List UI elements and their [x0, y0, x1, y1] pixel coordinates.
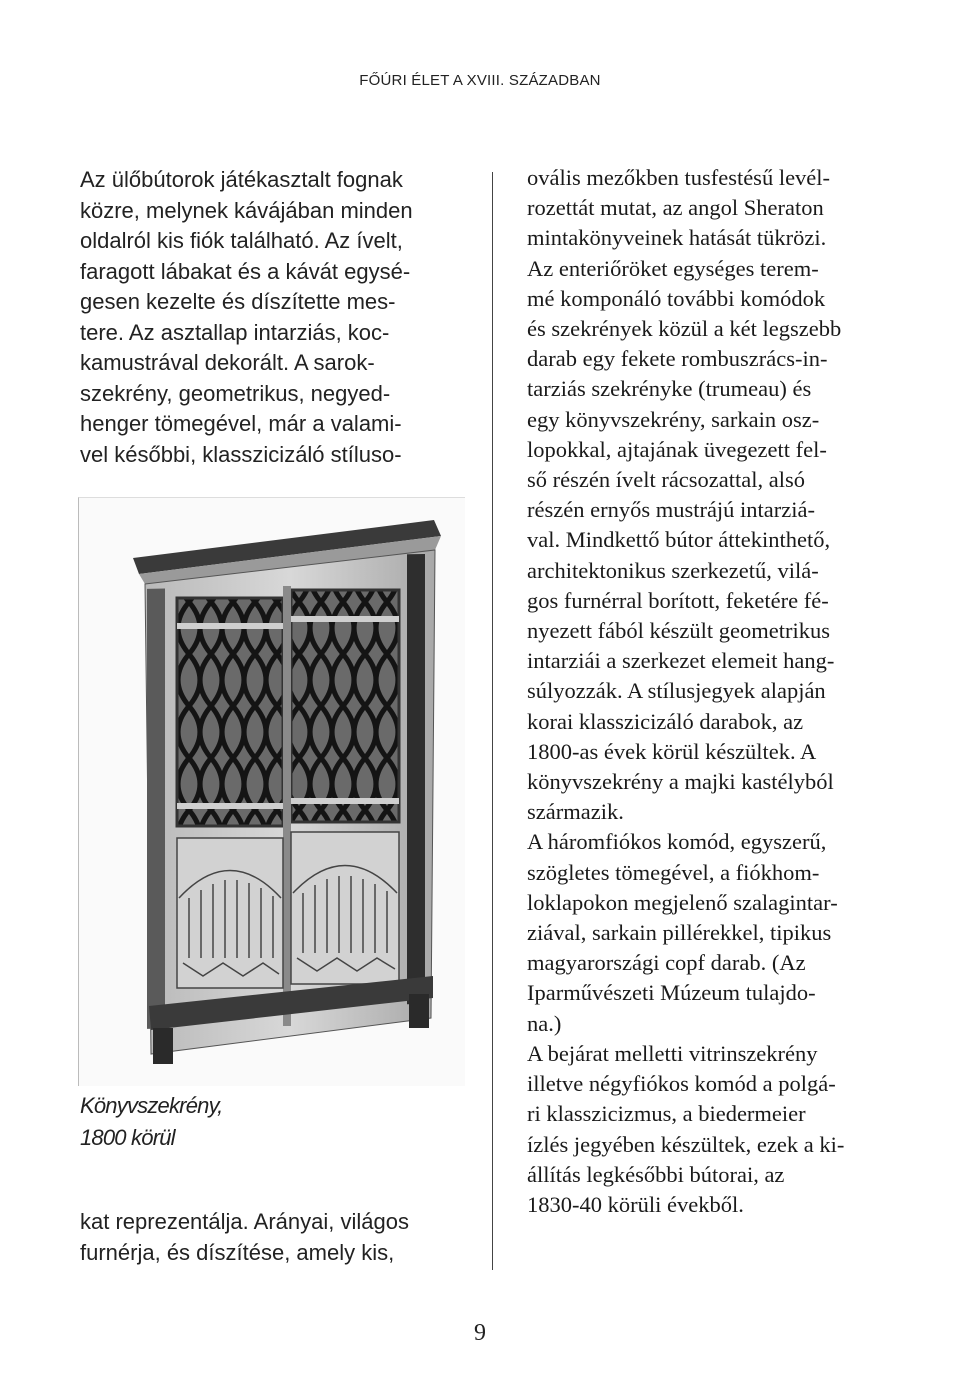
running-title: FŐÚRI ÉLET A XVIII. SZÁZADBAN: [359, 72, 601, 89]
text-line: ri klasszicizmus, a biedermeier: [527, 1101, 806, 1127]
left-column-text: [80, 165, 460, 470]
glazed-door-right: [291, 590, 399, 822]
text-line: intarziái a szerkezet elemeit hang-: [527, 648, 835, 674]
text-line: könyvszekrény a majki kastélyból: [527, 769, 834, 795]
text-line: faragott lábakat és a kávát egysé-: [80, 258, 411, 284]
text-line: architektonikus szerkezetű, vilá-: [527, 557, 819, 583]
text-line: egy könyvszekrény, sarkain osz-: [527, 406, 820, 432]
text-line: A bejárat melletti vitrinszekrény: [527, 1040, 818, 1066]
caption-line: 1800 körül: [80, 1125, 175, 1150]
text-line: kat reprezentálja. Arányai, világos: [80, 1209, 409, 1234]
text-line: na.): [527, 1010, 562, 1036]
text-line: mé komponáló további komódok: [527, 285, 826, 311]
text-line: 1800-as évek körül készültek. A: [527, 738, 817, 764]
text-line: korai klasszicizáló darabok, az: [527, 708, 804, 734]
text-line: súlyozzák. A stílusjegyek alapján: [527, 678, 826, 704]
figure-caption: [80, 1090, 380, 1154]
text-line: darab egy fekete rombuszrács-in-: [527, 346, 828, 372]
text-line: lopokkal, ajtajának üvegezett fel-: [527, 436, 827, 462]
text-line: származik.: [527, 799, 624, 825]
right-column-text: [527, 163, 912, 1220]
text-line: és szekrények közül a két legszebb: [527, 316, 842, 342]
caption-line: Könyvszekrény,: [80, 1093, 223, 1118]
text-line: állítás legkésőbbi bútorai, az: [527, 1161, 785, 1187]
text-line: részén ernyős mustrájú intarziá-: [527, 497, 816, 523]
text-line: Iparművészeti Múzeum tulajdo-: [527, 980, 816, 1006]
text-line: val. Mindkettő bútor áttekinthető,: [527, 527, 831, 553]
text-line: nyezett fából készült geometrikus: [527, 618, 831, 644]
text-line: loklapokon megjelenő szalagintar-: [527, 889, 838, 915]
text-line: ziával, sarkain pillérekkel, tipikus: [527, 920, 832, 946]
lower-panel-left: [177, 838, 283, 988]
text-line: tarziás szekrényke (trumeau) és: [527, 376, 812, 402]
lower-panel-right: [291, 832, 399, 984]
text-line: gos furnérral borított, feketére fé-: [527, 587, 829, 613]
text-line: ízlés jegyében készültek, ezek a ki-: [527, 1131, 845, 1157]
text-line: rozettát mutat, az angol Sheraton: [527, 195, 824, 221]
text-line: tere. Az asztallap intarziás, koc-: [80, 319, 390, 345]
text-line: ovális mezőkben tusfestésű levél-: [527, 165, 831, 190]
text-line: közre, melynek kávájában minden: [80, 197, 413, 223]
text-line: gesen kezelte és díszítette mes-: [80, 289, 396, 314]
glazed-door-left: [177, 598, 283, 826]
text-line: furnérja, és díszítése, amely kis,: [80, 1240, 395, 1265]
text-line: ső részén ívelt rácsozattal, alsó: [527, 467, 806, 493]
column-divider: [492, 172, 493, 1270]
text-line: 1830-40 körüli évekből.: [527, 1191, 744, 1217]
text-line: magyarországi copf darab. (Az: [527, 950, 806, 976]
text-line: Az enteriőröket egységes terem-: [527, 255, 819, 281]
text-line: illetve négyfiókos komód a polgá-: [527, 1071, 836, 1097]
text-line: Az ülőbútorok játékasztalt fognak: [80, 167, 403, 192]
text-line: A háromfiókos komód, egyszerű,: [527, 829, 827, 855]
text-line: oldalról kis fiók található. Az ívelt,: [80, 228, 403, 253]
text-line: szögletes tömegével, a fiókhom-: [527, 859, 820, 885]
left-column-continuation: [80, 1206, 460, 1268]
text-line: mintakönyveinek hatását tükrözi.: [527, 225, 827, 251]
page-number: 9: [474, 1320, 486, 1346]
bookcase-illustration: [79, 498, 465, 1086]
text-line: henger tömegével, már a valami-: [80, 411, 402, 436]
text-line: kamustrával dekorált. A sarok-: [80, 350, 375, 375]
bookcase-photo: [78, 497, 465, 1086]
text-line: szekrény, geometrikus, negyed-: [80, 380, 391, 406]
text-line: vel későbbi, klasszicizáló stílusо-: [80, 441, 402, 467]
